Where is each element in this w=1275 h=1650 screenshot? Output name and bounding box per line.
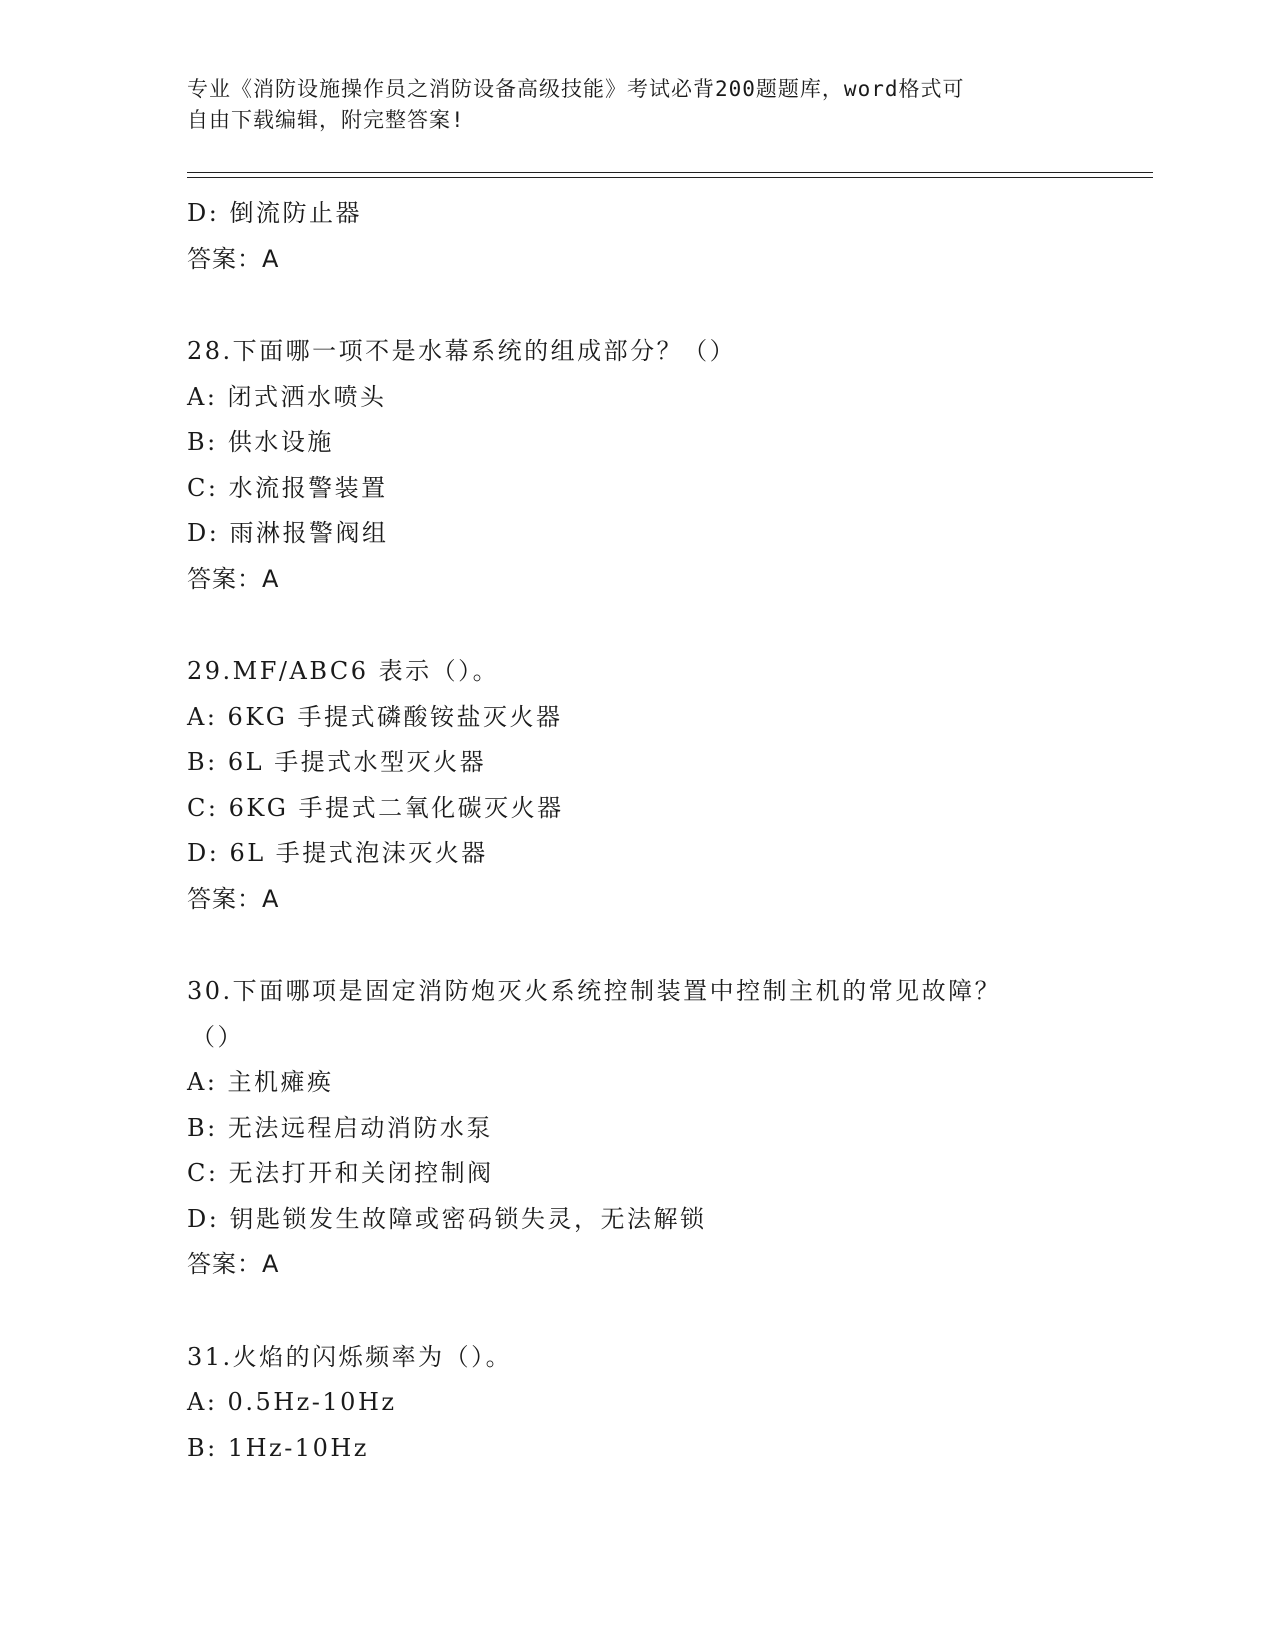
option-a: A: 0.5Hz-10Hz	[187, 1388, 397, 1416]
header-line-2: 自由下载编辑，附完整答案!	[187, 108, 465, 132]
question-stem: 30.下面哪项是固定消防炮灭火系统控制装置中控制主机的常见故障？	[187, 977, 1002, 1005]
question-stem: 29.MF/ABC6 表示（）。	[187, 657, 500, 685]
option-d: D: 6L 手提式泡沫灭火器	[187, 839, 488, 867]
option-c: C: 6KG 手提式二氧化碳灭火器	[187, 793, 564, 822]
header-rule-top	[187, 172, 1153, 173]
option-b: B: 无法远程启动消防水泵	[187, 1113, 493, 1142]
answer-line: 答案：A	[187, 1250, 280, 1278]
previous-question-tail	[187, 191, 1087, 282]
question-stem: 28.下面哪一项不是水幕系统的组成部分？（）	[187, 337, 737, 365]
answer-line: 答案：A	[187, 884, 280, 913]
option-a: A: 闭式洒水喷头	[187, 382, 387, 411]
question-31	[187, 1335, 1087, 1472]
question-28	[187, 329, 1087, 602]
option-a: A: 6KG 手提式磷酸铵盐灭火器	[187, 702, 563, 731]
question-stem: 31.火焰的闪烁频率为（）。	[187, 1342, 513, 1371]
option-d: D: 雨淋报警阀组	[187, 519, 389, 547]
header-rule-bottom	[187, 177, 1153, 178]
answer-line: 答案：A	[187, 564, 280, 593]
option-a: A: 主机瘫痪	[187, 1068, 334, 1096]
option-b: B: 供水设施	[187, 428, 334, 456]
question-29	[187, 649, 1087, 922]
option-c: C: 无法打开和关闭控制阀	[187, 1159, 494, 1187]
answer-line: 答案：A	[187, 244, 280, 273]
option-b: B: 6L 手提式水型灭火器	[187, 748, 487, 776]
document-header	[187, 74, 1087, 136]
option-c: C: 水流报警装置	[187, 473, 388, 502]
header-line-1: 专业《消防设施操作员之消防设备高级技能》考试必背200题题库，word格式可	[187, 77, 965, 101]
option-b: B: 1Hz-10Hz	[187, 1433, 369, 1462]
question-list	[187, 191, 1087, 1471]
option-d: D: 钥匙锁发生故障或密码锁失灵，无法解锁	[187, 1204, 707, 1233]
question-30	[187, 969, 1087, 1288]
option-d: D: 倒流防止器	[187, 199, 362, 227]
question-stem-continued: （）	[191, 1022, 244, 1051]
